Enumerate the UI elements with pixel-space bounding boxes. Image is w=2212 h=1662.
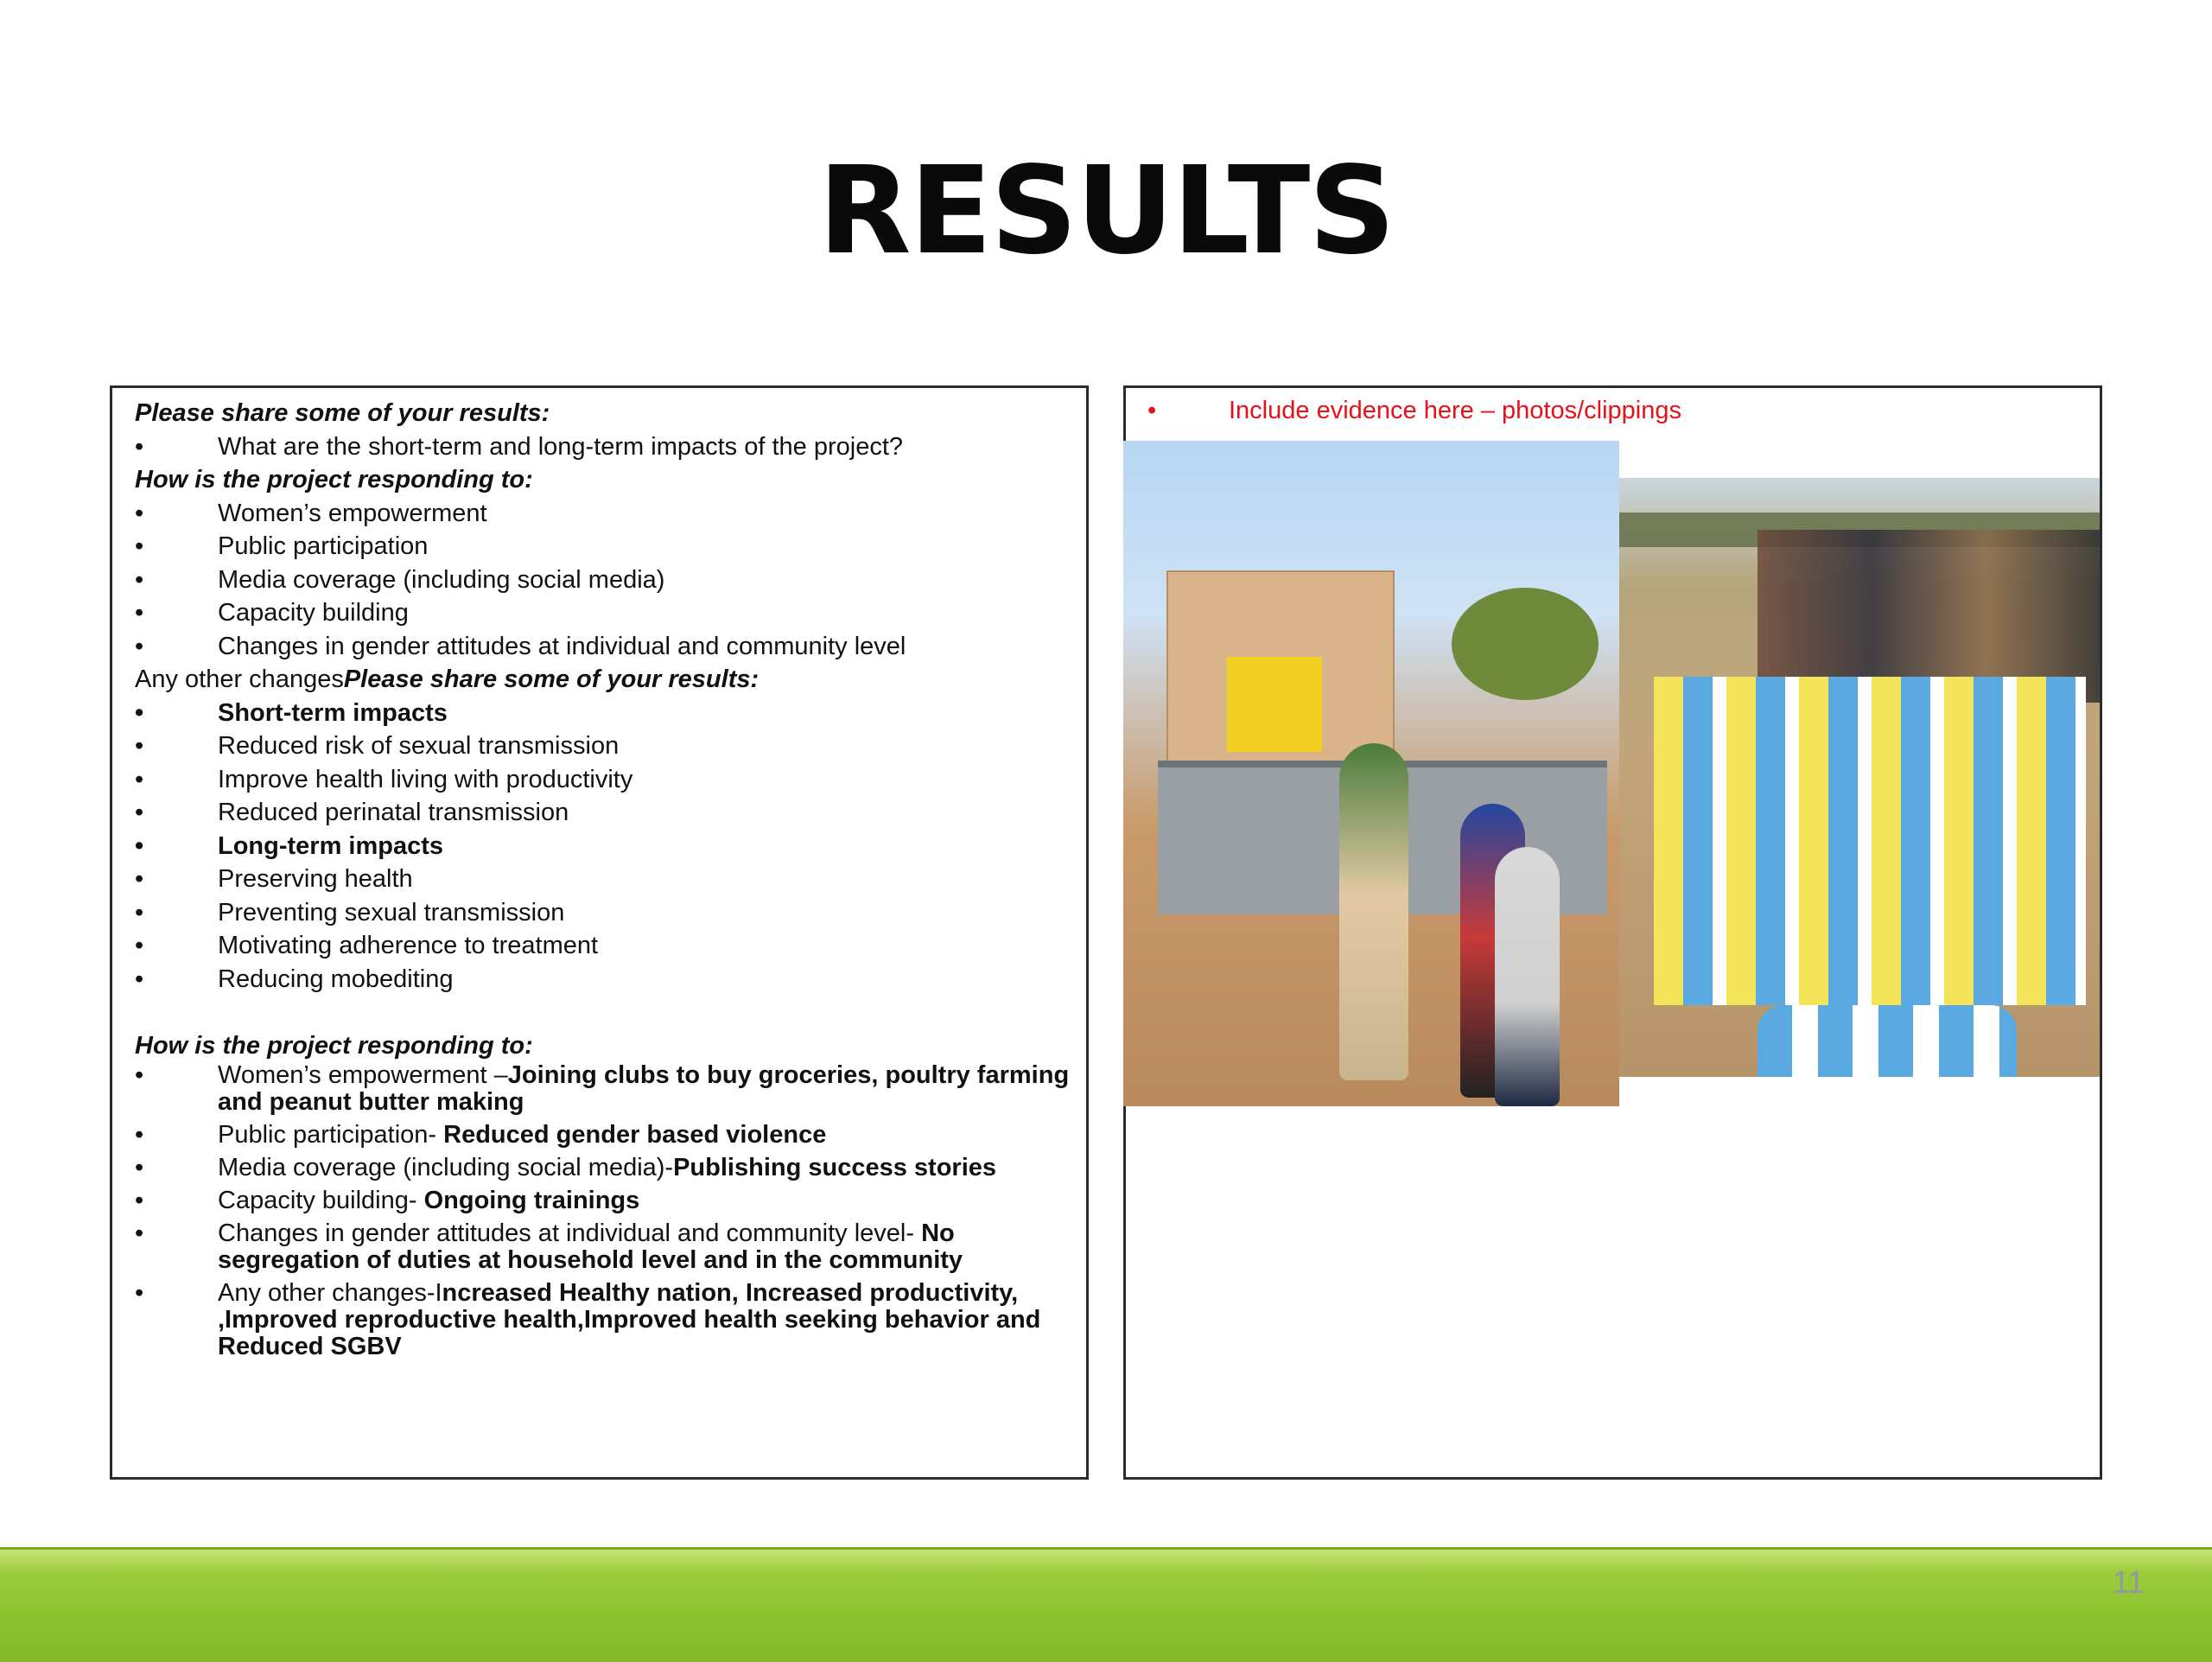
photo-person [1339, 743, 1408, 1080]
answer-label: Any other changes-I [218, 1279, 442, 1307]
list-item: • Women’s empowerment [135, 497, 1086, 531]
list-item: • Reducing mobediting [135, 963, 1086, 997]
list-item: • Media coverage (including social media) [135, 564, 1086, 597]
spacer [135, 996, 1086, 1029]
short-term-label: • Short-term impacts [135, 697, 1086, 730]
slide-title: RESULTS [817, 141, 1395, 282]
list-item: • Reduced perinatal transmission [135, 796, 1086, 830]
answer-item [135, 1062, 1082, 1122]
photo-tree [1452, 588, 1599, 700]
other-changes-line [135, 663, 1086, 697]
answer-value: Reduced gender based violence [443, 1121, 827, 1149]
answer-label: Capacity building- [218, 1187, 424, 1214]
list-item: • Reduced risk of sexual transmission [135, 729, 1086, 763]
list-item: • Capacity building [135, 596, 1086, 630]
answer-label: Changes in gender attitudes at individual and community level- [218, 1219, 922, 1247]
page-number: 11 [2112, 1564, 2145, 1600]
answer-value: ncreased Healthy nation, Increased productivity, ,Improved reproductive health,Improved health seeking behavior and Reduced SGBV [218, 1279, 1041, 1360]
responding-heading: How is the project responding to: [135, 466, 533, 494]
responding-heading-2: How is the project responding to: [135, 1031, 533, 1060]
answer-item [135, 1280, 1082, 1366]
evidence-photo-grocery-distribution [1619, 478, 2100, 1077]
answer-item [135, 1155, 1082, 1188]
intro-item: • What are the short-term and long-term impacts of the project? [135, 430, 1086, 464]
photo-grocery-packs [1654, 677, 2086, 1005]
list-item: • Motivating adherence to treatment [135, 929, 1086, 963]
answer-value: Ongoing trainings [423, 1187, 640, 1214]
evidence-bullet: • [1147, 397, 1157, 424]
long-term-label: • Long-term impacts [135, 830, 1086, 863]
list-item: • Public participation [135, 530, 1086, 564]
answer-item [135, 1122, 1082, 1155]
answer-value: Joining clubs to buy groceries, poultry farming and peanut butter making [218, 1061, 1070, 1116]
other-changes-heading: Please share some of your results: [343, 665, 760, 693]
answer-value: No segregation of duties at household level and in the community [218, 1219, 963, 1274]
footer-bar [0, 1547, 2212, 1662]
answer-item [135, 1220, 1082, 1280]
evidence-photo-truck-unloading [1123, 441, 1619, 1106]
photo-grocery-packs-front [1758, 1005, 2017, 1077]
evidence-text: Include evidence here – photos/clippings [1229, 397, 1681, 424]
list-item: • Preventing sexual transmission [135, 896, 1086, 930]
results-text-panel [110, 385, 1089, 1480]
list-item: • Changes in gender attitudes at individual and community level [135, 630, 1086, 664]
photo-person [1495, 847, 1560, 1106]
list-item: • Improve health living with productivity [135, 763, 1086, 797]
intro-heading: Please share some of your results: [135, 399, 550, 427]
answer-label: Media coverage (including social media)- [218, 1154, 674, 1181]
answer-label: Women’s empowerment – [218, 1061, 508, 1089]
other-changes-prefix: Any other changes [135, 665, 344, 693]
answer-label: Public participation- [218, 1121, 444, 1149]
answer-value: Publishing success stories [673, 1154, 997, 1181]
answer-item [135, 1188, 1082, 1220]
photo-yellow-boxes [1227, 657, 1322, 752]
list-item: • Preserving health [135, 863, 1086, 896]
